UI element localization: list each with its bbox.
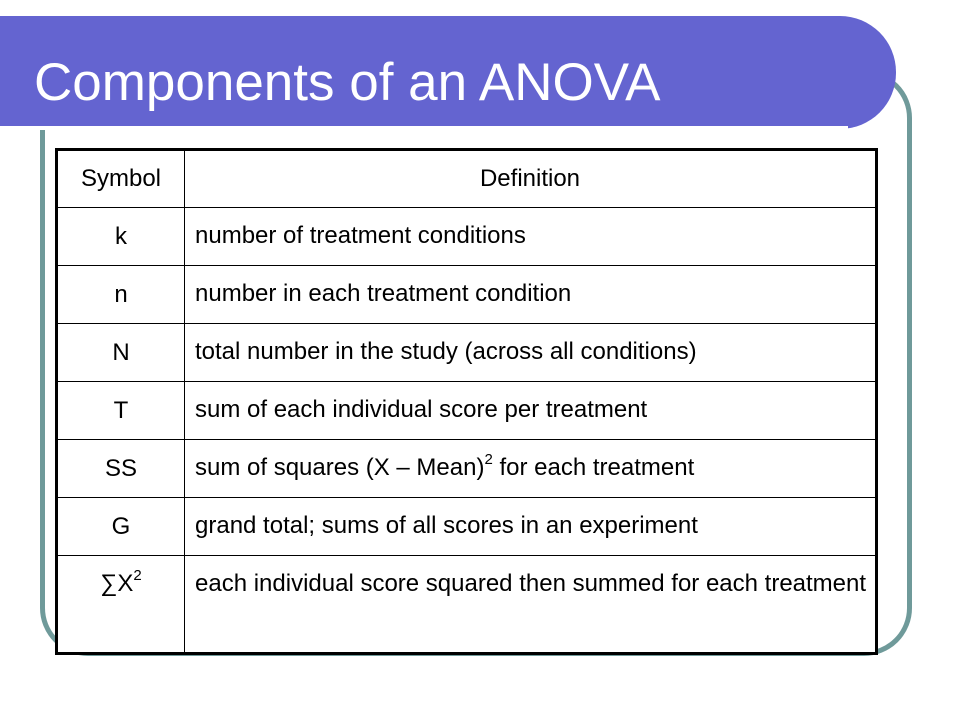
title-underline (0, 126, 848, 130)
definition-cell: grand total; sums of all scores in an experiment (185, 498, 877, 556)
anova-components-table (55, 148, 878, 655)
table-row (57, 266, 877, 324)
definition-cell: total number in the study (across all conditions) (185, 324, 877, 382)
title-banner (0, 16, 896, 129)
symbol-cell: n (57, 266, 185, 324)
table-row (57, 324, 877, 382)
slide-title: Components of an ANOVA (34, 53, 661, 112)
symbol-text: ∑X (100, 570, 134, 597)
symbol-cell (57, 556, 185, 654)
superscript-exponent: 2 (133, 567, 142, 584)
definition-cell: each individual score squared then summed for each treatment (185, 556, 877, 654)
header-definition: Definition (185, 150, 877, 208)
symbol-cell: T (57, 382, 185, 440)
definition-cell: sum of each individual score per treatment (185, 382, 877, 440)
definition-text-tail: for each treatment (492, 454, 695, 482)
table-row (57, 440, 877, 498)
table-header-row (57, 150, 877, 208)
table-row (57, 382, 877, 440)
table-row (57, 208, 877, 266)
symbol-cell: N (57, 324, 185, 382)
definition-cell: number in each treatment condition (185, 266, 877, 324)
header-symbol: Symbol (57, 150, 185, 208)
superscript-exponent: 2 (484, 451, 493, 469)
symbol-cell: SS (57, 440, 185, 498)
symbol-cell: k (57, 208, 185, 266)
definition-cell (185, 440, 877, 498)
definition-text: sum of squares (X – Mean) (195, 454, 485, 482)
table-row (57, 556, 877, 654)
symbol-cell: G (57, 498, 185, 556)
table-row (57, 498, 877, 556)
definition-cell: number of treatment conditions (185, 208, 877, 266)
